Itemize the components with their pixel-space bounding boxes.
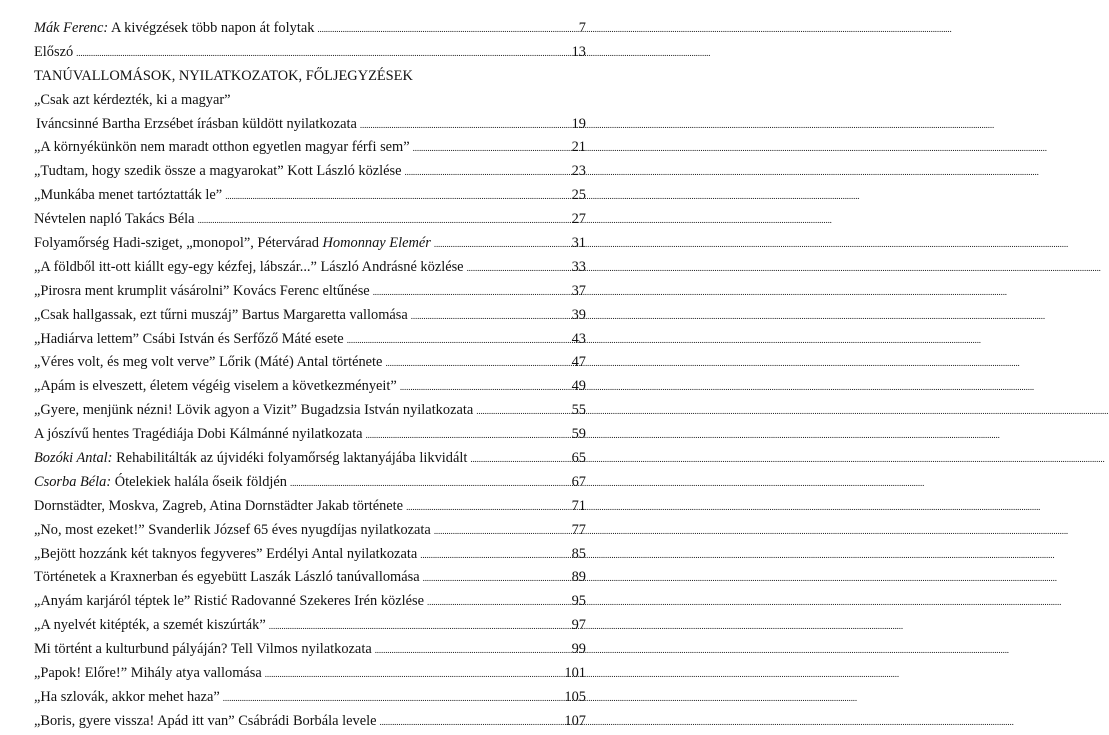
toc-entry-author: Csorba Béla: <box>34 473 112 490</box>
dot-leader <box>379 710 561 735</box>
toc-entry-title-text: „Ha szlovák, akkor mehet haza” <box>34 688 220 705</box>
toc-entry-title-text: „Boris, gyere vissza! Apád itt van” Csábrádi Borbála levele <box>34 712 377 729</box>
toc-entry-title <box>34 447 467 471</box>
toc-entry-page-number: 19 <box>571 115 586 132</box>
dot-leader <box>360 113 569 138</box>
toc-entry-title <box>34 471 287 495</box>
toc-entry-page-number: 33 <box>571 258 586 275</box>
dot-leader <box>198 208 569 233</box>
toc-entry[interactable] <box>34 17 586 41</box>
toc-entry-title-text: „A környékünkön nem maradt otthon egyetlen magyar férfi sem” <box>34 139 410 156</box>
toc-entry-title <box>34 351 382 375</box>
toc-entry-title-text: Dornstädter, Moskva, Zagreb, Atina Dornstädter Jakab története <box>34 497 404 514</box>
toc-entry-title <box>34 495 403 519</box>
toc-entry-page-number: 27 <box>571 211 586 228</box>
toc-entry-page-number: 101 <box>564 665 586 682</box>
toc-entry-title-text: Előszó <box>34 43 74 60</box>
toc-entry-title <box>34 280 370 304</box>
toc-entry[interactable] <box>34 375 586 399</box>
dot-leader <box>405 160 569 185</box>
toc-entry-title <box>34 375 397 399</box>
dot-leader <box>269 614 569 639</box>
toc-entry-page-number: 39 <box>571 306 586 323</box>
toc-entry-title <box>34 686 220 710</box>
toc-entry-page-number: 77 <box>571 521 586 538</box>
toc-entry-title <box>34 423 363 447</box>
toc-entry-page-number: 67 <box>571 473 586 490</box>
toc-entry[interactable] <box>34 638 586 662</box>
toc-entry-title-text: Folyamőrség Hadi-sziget, „monopol”, Pétervárad <box>34 235 323 252</box>
toc-entry-title-text: Ótelekiek halála őseik földjén <box>111 473 287 490</box>
toc-entry-title-text: A kivégzések több napon át folytak <box>108 20 315 36</box>
dot-leader <box>427 590 569 615</box>
toc-entry-page-number: 85 <box>571 545 586 562</box>
toc-entry-title-text: „Munkába menet tartóztatták le” <box>34 187 223 204</box>
toc-entry-author: Bozóki Antal: <box>34 450 113 467</box>
toc-entry-title <box>34 399 473 423</box>
toc-entry-title-text: „Gyere, menjünk nézni! Lövik agyon a Vizit” Bugadzsia István nyilatkozata <box>34 402 474 419</box>
toc-entry-title-text: „Tudtam, hogy szedik össze a magyarokat” Kott László közlése <box>34 163 402 180</box>
dot-leader <box>470 447 568 472</box>
toc-entry[interactable] <box>34 160 586 184</box>
toc-entry[interactable] <box>34 280 586 304</box>
dot-leader <box>347 328 569 353</box>
toc-entry-page-number: 107 <box>564 712 586 729</box>
toc-entry[interactable] <box>34 710 586 734</box>
toc-entry[interactable] <box>34 495 586 519</box>
toc-entry-title-text: „Papok! Előre!” Mihály atya vallomása <box>34 665 262 682</box>
toc-entry[interactable] <box>34 614 586 638</box>
toc-entry-title <box>34 17 314 41</box>
toc-entry-title-text: „Bejött hozzánk két taknyos fegyveres” Erdélyi Antal nyilatkozata <box>34 545 418 562</box>
toc-entry-title-text: „Apám is elveszett, életem végéig viselem a következményeit” <box>34 378 397 395</box>
dot-leader <box>76 41 568 66</box>
toc-entry-title-text: „Pirosra ment krumplit vásárolni” Kovács Ferenc eltűnése <box>34 282 370 299</box>
toc-entry-page-number: 13 <box>571 43 586 60</box>
dot-leader <box>423 566 569 591</box>
toc-entry[interactable] <box>34 256 586 280</box>
toc-entry[interactable] <box>34 686 586 710</box>
dot-leader <box>413 136 569 161</box>
toc-entry-title <box>34 328 344 352</box>
toc-entry-page-number: 43 <box>571 330 586 347</box>
toc-entry[interactable] <box>34 662 586 686</box>
toc-entry-page-number: 7 <box>578 20 586 36</box>
toc-entry-title <box>34 304 408 328</box>
dot-leader <box>317 17 575 42</box>
toc-entry-title <box>34 41 73 65</box>
dot-leader <box>476 399 568 424</box>
toc-entry-title-text: „A nyelvét kitépték, a szemét kiszúrták” <box>34 617 266 634</box>
toc-entry-page-number: 21 <box>571 139 586 156</box>
toc-entry-title <box>34 160 402 184</box>
dot-leader <box>373 280 569 305</box>
toc-entry-title-text: Rehabilitálták az újvidéki folyamőrség laktanyájába likvidált <box>112 450 468 467</box>
toc-entry-title <box>34 566 420 590</box>
dot-leader <box>467 256 569 281</box>
dot-leader <box>223 686 562 711</box>
toc-entry-title <box>34 208 195 232</box>
dot-leader <box>385 351 568 376</box>
toc-entry-page-number: 99 <box>571 641 586 658</box>
toc-entry[interactable] <box>34 471 586 495</box>
dot-leader <box>434 232 569 257</box>
toc-entry-page-number: 49 <box>571 378 586 395</box>
toc-entry-title-text: „Csak hallgassak, ezt tűrni muszáj” Bartus Margaretta vallomása <box>34 306 408 323</box>
toc-entry-title <box>34 232 431 256</box>
section-heading: TANÚVALLOMÁSOK, NYILATKOZATOK, FŐLJEGYZÉSEK <box>34 67 413 84</box>
toc-entry-page-number: 25 <box>571 187 586 204</box>
toc-entry-title-text: Iváncsinné Bartha Erzsébet írásban küldött nyilatkozata <box>36 115 357 132</box>
toc-entry[interactable] <box>34 328 586 352</box>
toc-entry-title <box>34 543 417 567</box>
toc-entry[interactable] <box>34 304 586 328</box>
toc-entry[interactable] <box>34 590 586 614</box>
toc-entry[interactable] <box>34 543 586 567</box>
toc-entry[interactable] <box>34 351 586 375</box>
dot-leader <box>225 184 568 209</box>
toc-entry-title <box>34 614 266 638</box>
dot-leader <box>406 495 569 520</box>
toc-entry[interactable] <box>34 232 586 256</box>
toc-entry[interactable] <box>34 447 586 471</box>
toc-entry-title-text: „A földből itt-ott kiállt egy-egy kézfej, lábszár...” László Andrásné közlése <box>34 258 464 275</box>
dot-leader <box>290 471 569 496</box>
toc-entry[interactable] <box>34 184 586 208</box>
toc-entry[interactable] <box>34 566 586 590</box>
toc-entry[interactable] <box>34 399 586 423</box>
toc-entry[interactable] <box>34 208 586 232</box>
toc-entry-author: Homonnay Elemér <box>322 235 431 252</box>
toc-entry-title <box>34 256 464 280</box>
dot-leader <box>375 638 569 663</box>
toc-entry-title-text: Névtelen napló Takács Béla <box>34 211 195 228</box>
toc-entry-title <box>34 638 372 662</box>
toc-entry[interactable] <box>34 423 586 447</box>
toc-entry-title-text: „Hadiárva lettem” Csábi István és Serfőző Máté esete <box>34 330 344 347</box>
dot-leader <box>265 662 562 687</box>
toc-entry-page-number: 65 <box>571 450 586 467</box>
toc-entry-page-number: 71 <box>571 497 586 514</box>
toc-entry-title <box>34 136 410 160</box>
toc-entry-title-text: Mi történt a kulturbund pályáján? Tell Vilmos nyilatkozata <box>34 641 372 658</box>
toc-entry[interactable] <box>34 41 586 65</box>
toc-entry-title <box>34 184 222 208</box>
toc-entry-page-number: 95 <box>571 593 586 610</box>
toc-entry[interactable] <box>34 113 586 137</box>
toc-entry-title-text: „No, most ezeket!” Svanderlik József 65 éves nyugdíjas nyilatkozata <box>34 521 431 538</box>
dot-leader <box>366 423 569 448</box>
toc-entry-title-text: „Véres volt, és meg volt verve” Lőrik (Máté) Antal története <box>34 354 383 371</box>
toc-entry-title <box>34 590 424 614</box>
toc-entry[interactable] <box>34 519 586 543</box>
toc-entry-page-number: 23 <box>571 163 586 180</box>
toc-entry-title <box>34 662 262 686</box>
toc-entry[interactable] <box>34 136 586 160</box>
dot-leader <box>434 519 569 544</box>
toc-entry-page-number: 89 <box>571 569 586 586</box>
toc-entry-title-text: „Anyám karjáról téptek le” Ristić Radovanné Szekeres Irén közlése <box>34 593 424 610</box>
toc-entry-title <box>34 710 376 734</box>
toc-entry-page-number: 105 <box>564 688 586 705</box>
toc-entry-page-number: 37 <box>571 282 586 299</box>
toc-entry-title <box>34 519 431 543</box>
toc-entry-author: Mák Ferenc: <box>34 20 109 36</box>
toc-entry-page-number: 31 <box>571 235 586 252</box>
toc-entry-page-number: 55 <box>571 402 586 419</box>
dot-leader <box>411 304 569 329</box>
toc-entry-title <box>36 113 357 137</box>
toc-entry-title-text: Történetek a Kraxnerban és egyebütt Laszák László tanúvallomása <box>34 569 420 586</box>
toc-entry-title-text: A jószívű hentes Tragédiája Dobi Kálmánné nyilatkozata <box>34 426 363 443</box>
toc-entry-page-number: 47 <box>571 354 586 371</box>
dot-leader <box>420 543 568 568</box>
dot-leader <box>400 375 569 400</box>
toc-entry-title-line: „Csak azt kérdezték, ki a magyar” <box>34 91 231 108</box>
toc-entry-page-number: 97 <box>571 617 586 634</box>
toc-entry-page-number: 59 <box>571 426 586 443</box>
table-of-contents <box>34 17 586 734</box>
